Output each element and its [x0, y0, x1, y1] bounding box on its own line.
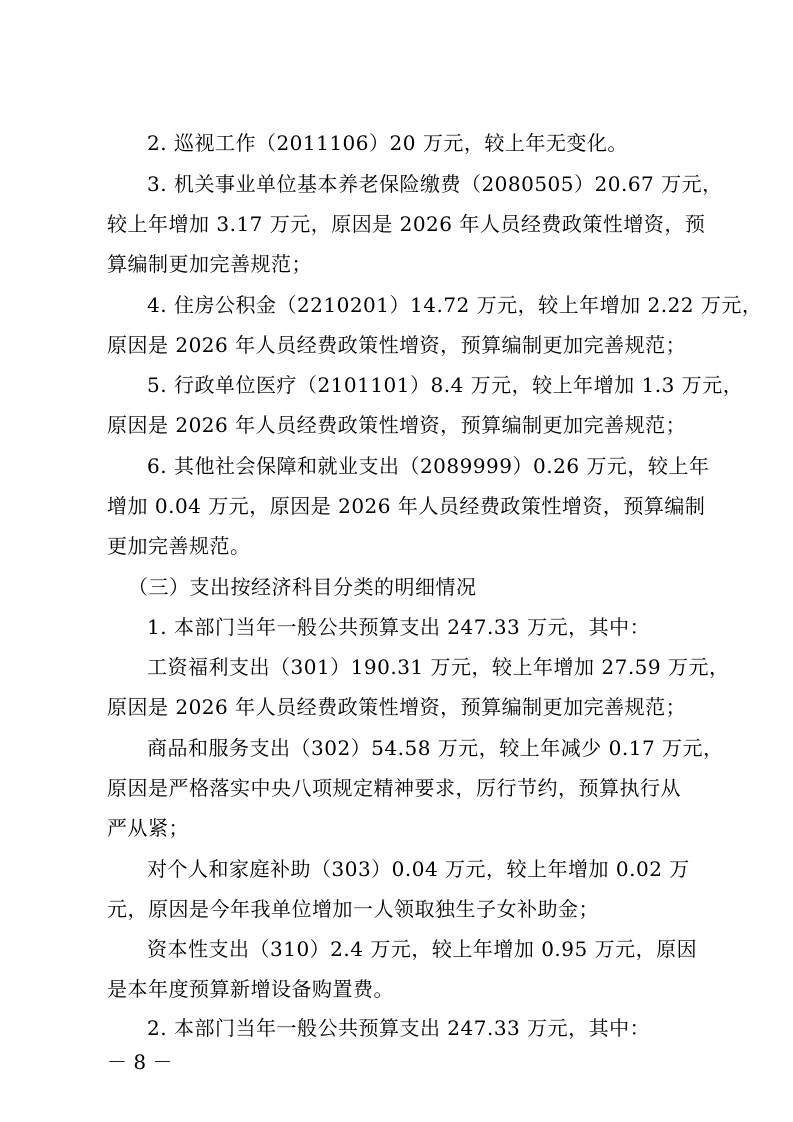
paragraph-subsidy-line-2: 元，原因是今年我单位增加一人领取独生子女补助金；: [107, 897, 599, 921]
paragraph-goods-line-1: 商品和服务支出（302）54.58 万元，较上年减少 0.17 万元，: [147, 736, 724, 760]
paragraph-item-4-line-2: 原因是 2026 年人员经费政策性增资，预算编制更加完善规范；: [107, 333, 687, 357]
paragraph-item-3-line-2: 较上年增加 3.17 万元，原因是 2026 年人员经费政策性增资，预: [107, 212, 706, 236]
paragraph-item-3-line-3: 算编制更加完善规范；: [107, 252, 312, 276]
paragraph-item-5-line-2: 原因是 2026 年人员经费政策性增资，预算编制更加完善规范；: [107, 413, 687, 437]
paragraph-capital-line-2: 是本年度预算新增设备购置费。: [107, 977, 394, 1001]
paragraph-wages-line-2: 原因是 2026 年人员经费政策性增资，预算编制更加完善规范；: [107, 695, 687, 719]
page-number: － 8 －: [107, 1050, 173, 1074]
paragraph-goods-line-2: 原因是严格落实中央八项规定精神要求，厉行节约，预算执行从: [107, 776, 681, 800]
paragraph-item-6-line-2: 增加 0.04 万元，原因是 2026 年人员经费政策性增资，预算编制: [107, 494, 706, 518]
section-heading: （三）支出按经济科目分类的明细情况: [128, 575, 477, 599]
paragraph-item-6-line-3: 更加完善规范。: [107, 534, 251, 558]
paragraph-item-5-line-1: 5. 行政单位医疗（2101101）8.4 万元，较上年增加 1.3 万元，: [147, 373, 744, 397]
paragraph-item-3-line-1: 3. 机关事业单位基本养老保险缴费（2080505）20.67 万元，: [147, 172, 723, 196]
paragraph-wages-line-1: 工资福利支出（301）190.31 万元，较上年增加 27.59 万元，: [147, 655, 730, 679]
paragraph-item-6-line-1: 6. 其他社会保障和就业支出（2089999）0.26 万元，较上年: [147, 454, 710, 478]
paragraph-economic-1: 1. 本部门当年一般公共预算支出 247.33 万元，其中：: [147, 615, 651, 639]
paragraph-item-2: 2. 巡视工作（2011106）20 万元，较上年无变化。: [147, 131, 628, 155]
paragraph-item-4-line-1: 4. 住房公积金（2210201）14.72 万元，较上年增加 2.22 万元，: [147, 293, 763, 317]
paragraph-subsidy-line-1: 对个人和家庭补助（303）0.04 万元，较上年增加 0.02 万: [147, 857, 690, 881]
paragraph-economic-2: 2. 本部门当年一般公共预算支出 247.33 万元，其中：: [147, 1016, 651, 1040]
paragraph-capital-line-1: 资本性支出（310）2.4 万元，较上年增加 0.95 万元，原因: [147, 937, 698, 961]
paragraph-goods-line-3: 严从紧；: [107, 816, 189, 840]
